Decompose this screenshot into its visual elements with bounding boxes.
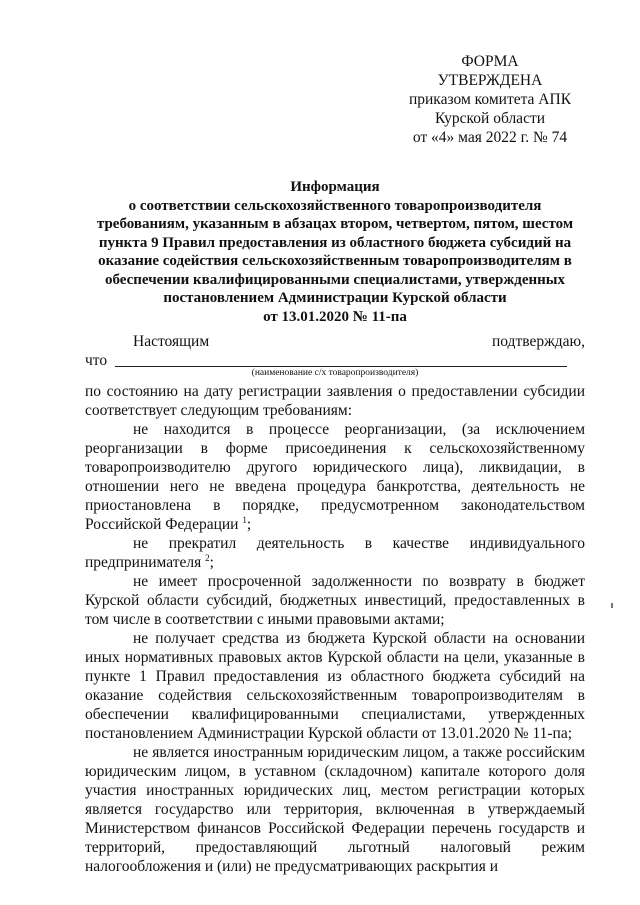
title-line: о соответствии сельскохозяйственного товаропроизводителя: [128, 197, 542, 214]
that-word: что: [85, 352, 108, 369]
title-line: от 13.01.2020 № 11-па: [263, 308, 407, 325]
stamp-form-label: ФОРМА: [461, 53, 519, 70]
requirement-paragraph: [85, 420, 585, 534]
title-line: постановлением Администрации Курской области: [163, 290, 507, 306]
approval-stamp: [400, 52, 580, 147]
stamp-approved-label: УТВЕРЖДЕНА: [437, 72, 543, 89]
title-line: обеспечении квалифицированными специалистами, утвержденных: [104, 271, 566, 288]
requirement-paragraph: не имеет просроченной задолженности по возврату в бюджет Курской области субсидий, бюджетных инвестиций, предоставленных в том числе в соответствии с иными правовыми актами;: [85, 573, 585, 628]
requirements-body: [85, 382, 585, 876]
title-line: требованиям, указанным в абзацах втором, четвертом, пятом, шестом: [96, 216, 574, 232]
stamp-order-line: приказом комитета АПК: [408, 91, 572, 108]
requirement-paragraph: [85, 534, 585, 572]
title-line: оказание содействия сельскохозяйственным товаропроизводителям в: [98, 253, 572, 269]
confirm-statement: [85, 332, 585, 351]
requirement-text: не находится в процессе реорганизации, (за исключением реорганизации в форме присоединения к сельскохозяйственному товаропроизводителю другого юридического лица), ликвидации, в отношении него не введена процедура банкротства, деятельность не приостановлена в порядке, предусмотренном законодательством Российской Федерации: [85, 421, 585, 533]
requirement-end: ;: [209, 554, 214, 571]
confirm-word-confirm: подтверждаю,: [491, 333, 585, 350]
title-line: пункта 9 Правил предоставления из областного бюджета субсидий на: [98, 234, 572, 251]
producer-name-blank-line: [115, 366, 567, 367]
footnote-mark: 1: [242, 514, 247, 525]
intro-paragraph: по состоянию на дату регистрации заявления о предоставлении субсидии соответствует следующим требованиям:: [85, 383, 585, 419]
footnote-mark: 2: [205, 552, 210, 563]
requirement-end: ;: [246, 516, 252, 533]
producer-name-caption: (наименование с/х товаропроизводителя): [251, 368, 419, 378]
stamp-region-line: Курской области: [434, 110, 546, 127]
confirm-word-hereby: Настоящим: [133, 333, 210, 350]
requirement-paragraph: не является иностранным юридическим лицом, а также российским юридическим лицом, в уставном (складочном) капитале которого доля участия иностранных юридических лиц, местом регистрации которых является государство или территория, включенная в утверждаемый Министерством финансов Российской Федерации перечень государств и территорий, предоставляющий льготный налоговый режим налогообложения и (или) не предусматривающих раскрытия и: [85, 744, 585, 875]
title-line: Информация: [290, 179, 380, 195]
stamp-date-line: от «4» мая 2022 г. № 74: [412, 129, 568, 146]
document-title: [85, 178, 585, 326]
scan-margin-mark: [611, 603, 613, 608]
requirement-paragraph: не получает средства из бюджета Курской области на основании иных нормативных правовых актов Курской области на цели, указанные в пункте 1 Правил предоставления из областного бюджета субсидий на оказание содействия сельскохозяйственным товаропроизводителям в обеспечении квалифицированными специалистами, утвержденных постановлением Администрации Курской области от 13.01.2020 № 11-па;: [85, 630, 585, 742]
requirement-text: не прекратил деятельность в качестве индивидуального предпринимателя: [85, 535, 585, 571]
